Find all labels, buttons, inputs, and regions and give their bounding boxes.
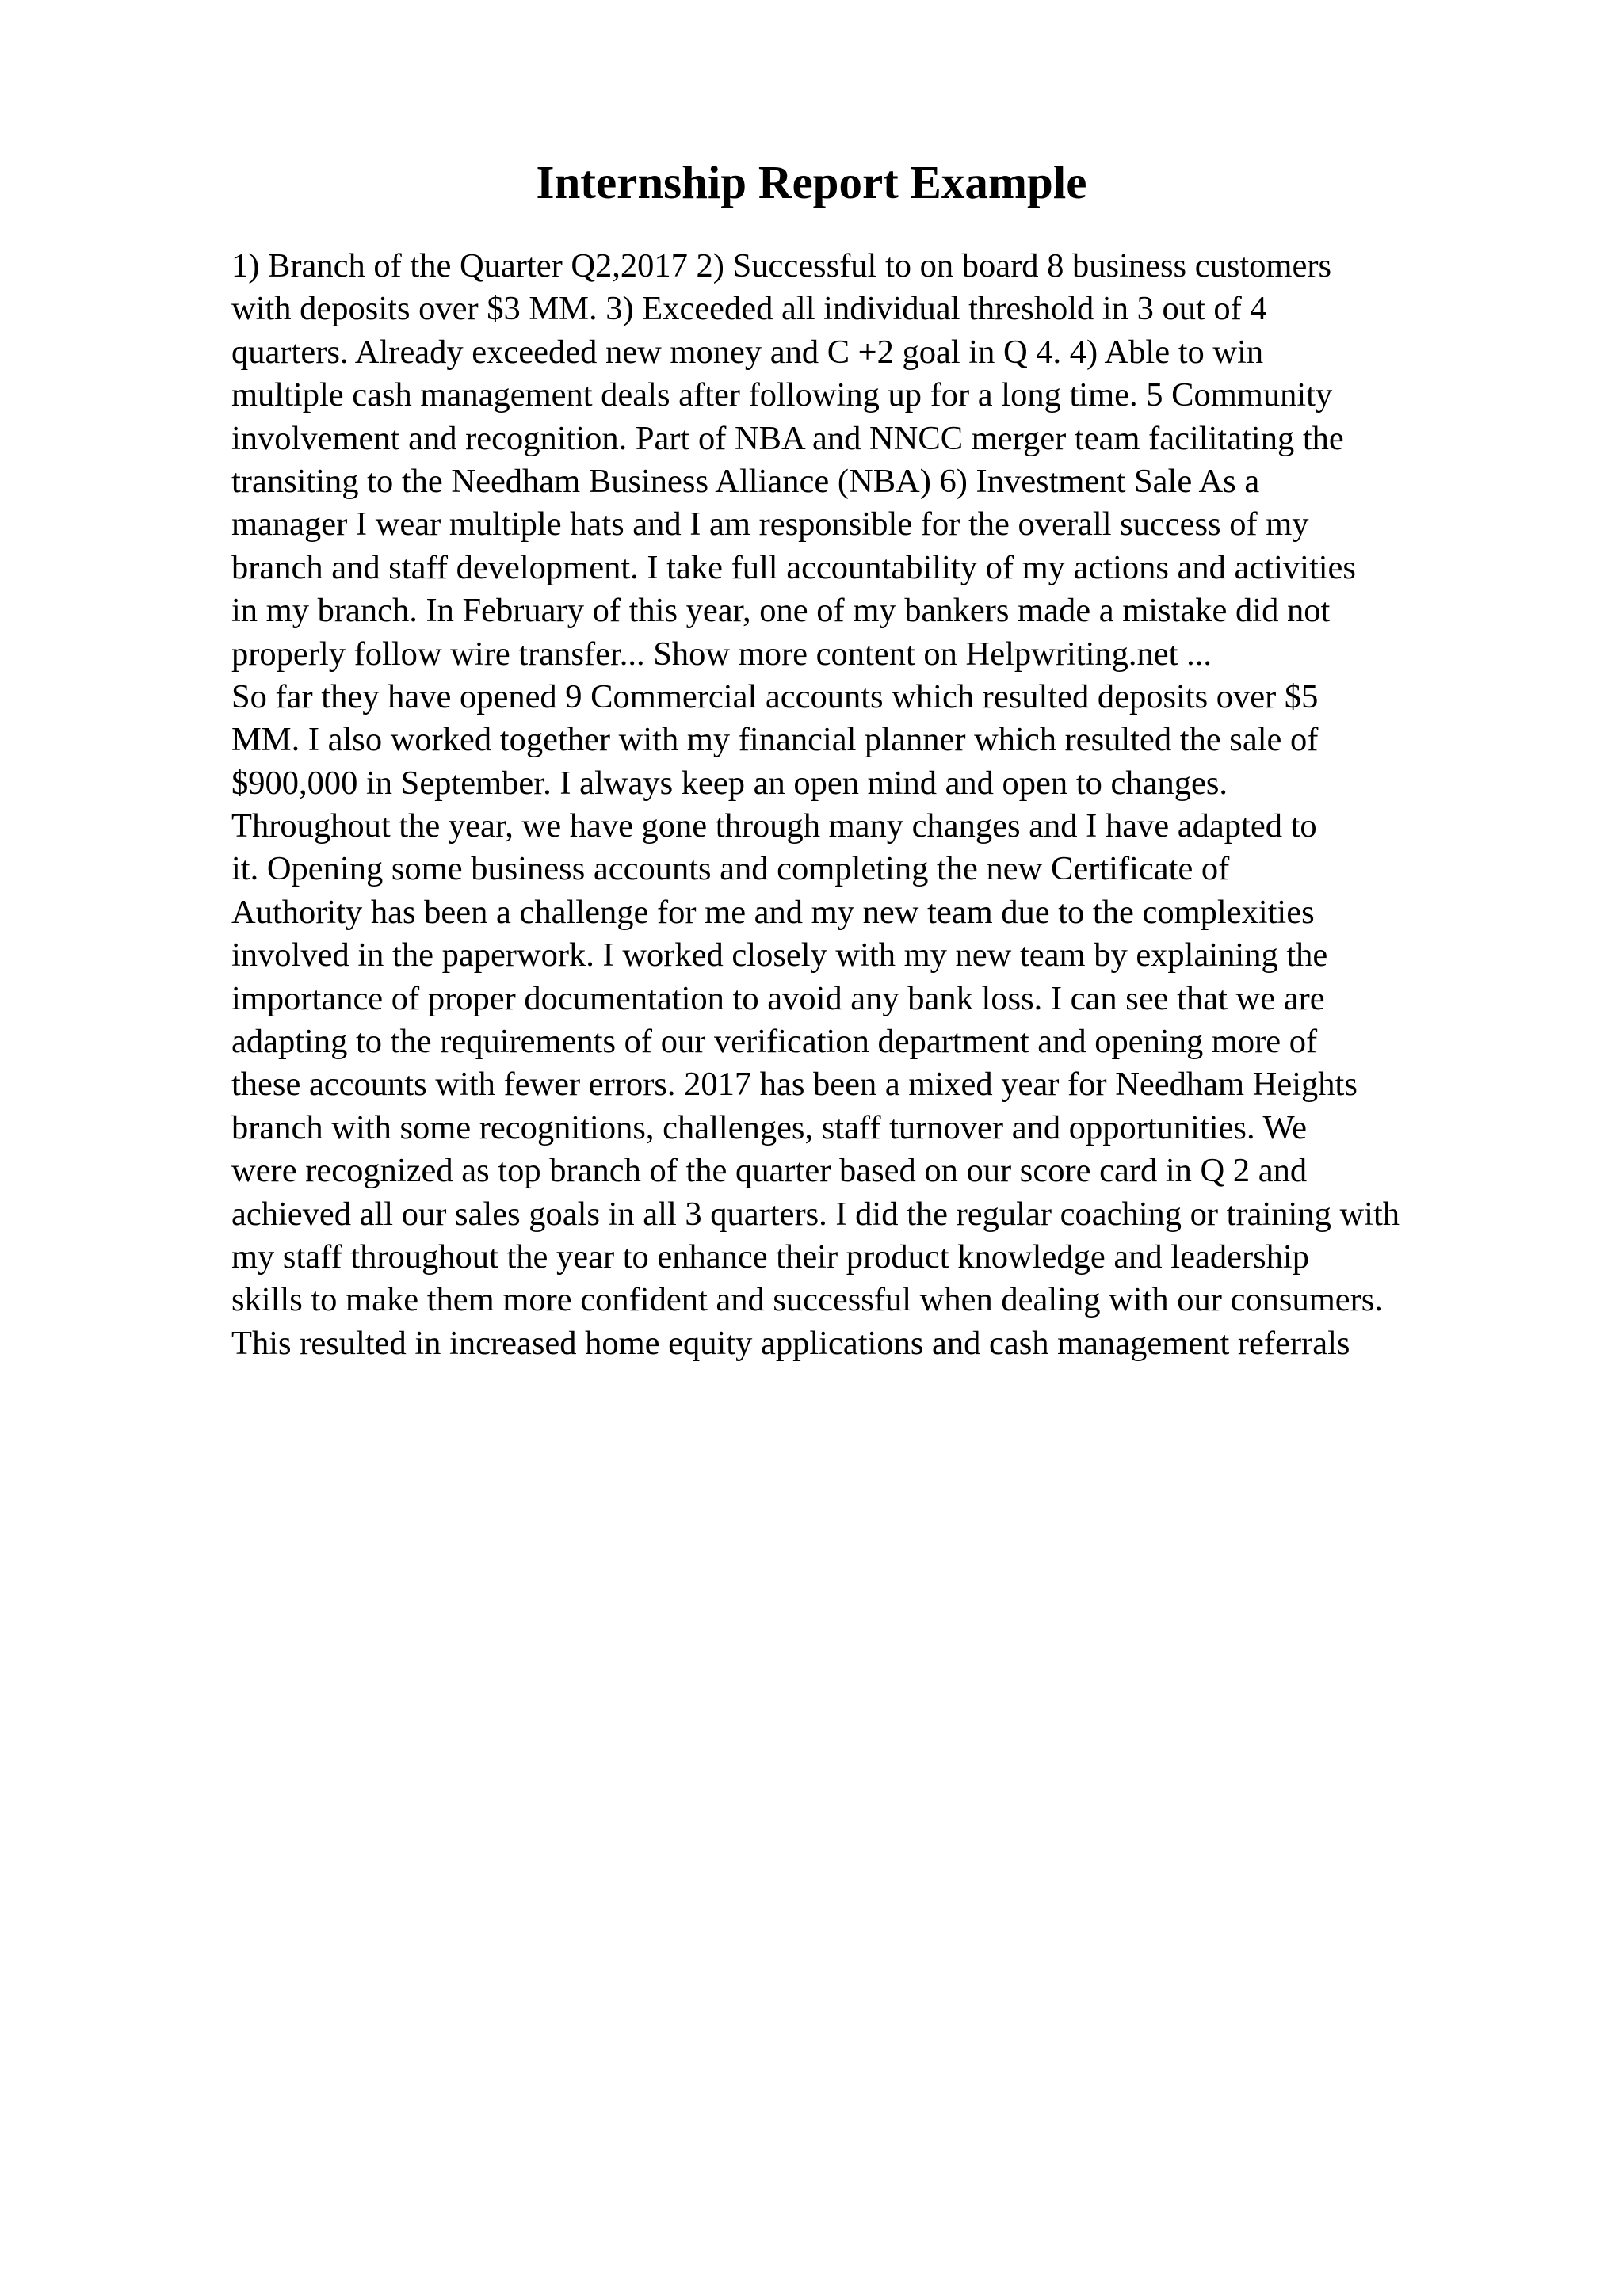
body-line: multiple cash management deals after following up for a long time. 5 Community (231, 376, 1333, 414)
body-line: quarters. Already exceeded new money and C +2 goal in Q 4. 4) Able to win (231, 333, 1264, 371)
body-line: 1) Branch of the Quarter Q2,2017 2) Successful to on board 8 business customers (231, 247, 1332, 284)
body-line: branch with some recognitions, challenges, staff turnover and opportunities. We (231, 1108, 1308, 1146)
body-line: properly follow wire transfer... Show more content on Helpwriting.net ... (231, 635, 1212, 673)
body-line: manager I wear multiple hats and I am responsible for the overall success of my (231, 505, 1309, 543)
body-line: involvement and recognition. Part of NBA and NNCC merger team facilitating the (231, 419, 1344, 457)
body-line: This resulted in increased home equity applications and cash management referrals (231, 1324, 1350, 1362)
body-line: MM. I also worked together with my financial planner which resulted the sale of (231, 721, 1319, 759)
body-line: adapting to the requirements of our verification department and opening more of (231, 1023, 1318, 1061)
body-line: it. Opening some business accounts and completing the new Certificate of (231, 850, 1230, 888)
body-line: my staff throughout the year to enhance their product knowledge and leadership (231, 1238, 1309, 1276)
body-line: transiting to the Needham Business Alliance (NBA) 6) Investment Sale As a (231, 462, 1260, 500)
document-body (231, 245, 1515, 1365)
body-line: Authority has been a challenge for me and my new team due to the complexities (231, 893, 1315, 931)
document-title: Internship Report Example (536, 156, 1087, 208)
body-line: $900,000 in September. I always keep an open mind and open to changes. (231, 764, 1228, 802)
body-line: So far they have opened 9 Commercial accounts which resulted deposits over $5 (231, 677, 1319, 715)
body-line: Throughout the year, we have gone through many changes and I have adapted to (231, 807, 1317, 845)
body-line: importance of proper documentation to avoid any bank loss. I can see that we are (231, 979, 1325, 1017)
body-line: in my branch. In February of this year, one of my bankers made a mistake did not (231, 592, 1331, 630)
body-line: achieved all our sales goals in all 3 quarters. I did the regular coaching or training with (231, 1195, 1400, 1233)
body-line: with deposits over $3 MM. 3) Exceeded all individual threshold in 3 out of 4 (231, 290, 1267, 328)
body-line: these accounts with fewer errors. 2017 has been a mixed year for Needham Heights (231, 1066, 1358, 1104)
body-line: involved in the paperwork. I worked closely with my new team by explaining the (231, 936, 1328, 974)
body-line: branch and staff development. I take full accountability of my actions and activities (231, 548, 1356, 586)
body-line: skills to make them more confident and successful when dealing with our consumers. (231, 1281, 1383, 1319)
body-line: were recognized as top branch of the quarter based on our score card in Q 2 and (231, 1152, 1308, 1190)
